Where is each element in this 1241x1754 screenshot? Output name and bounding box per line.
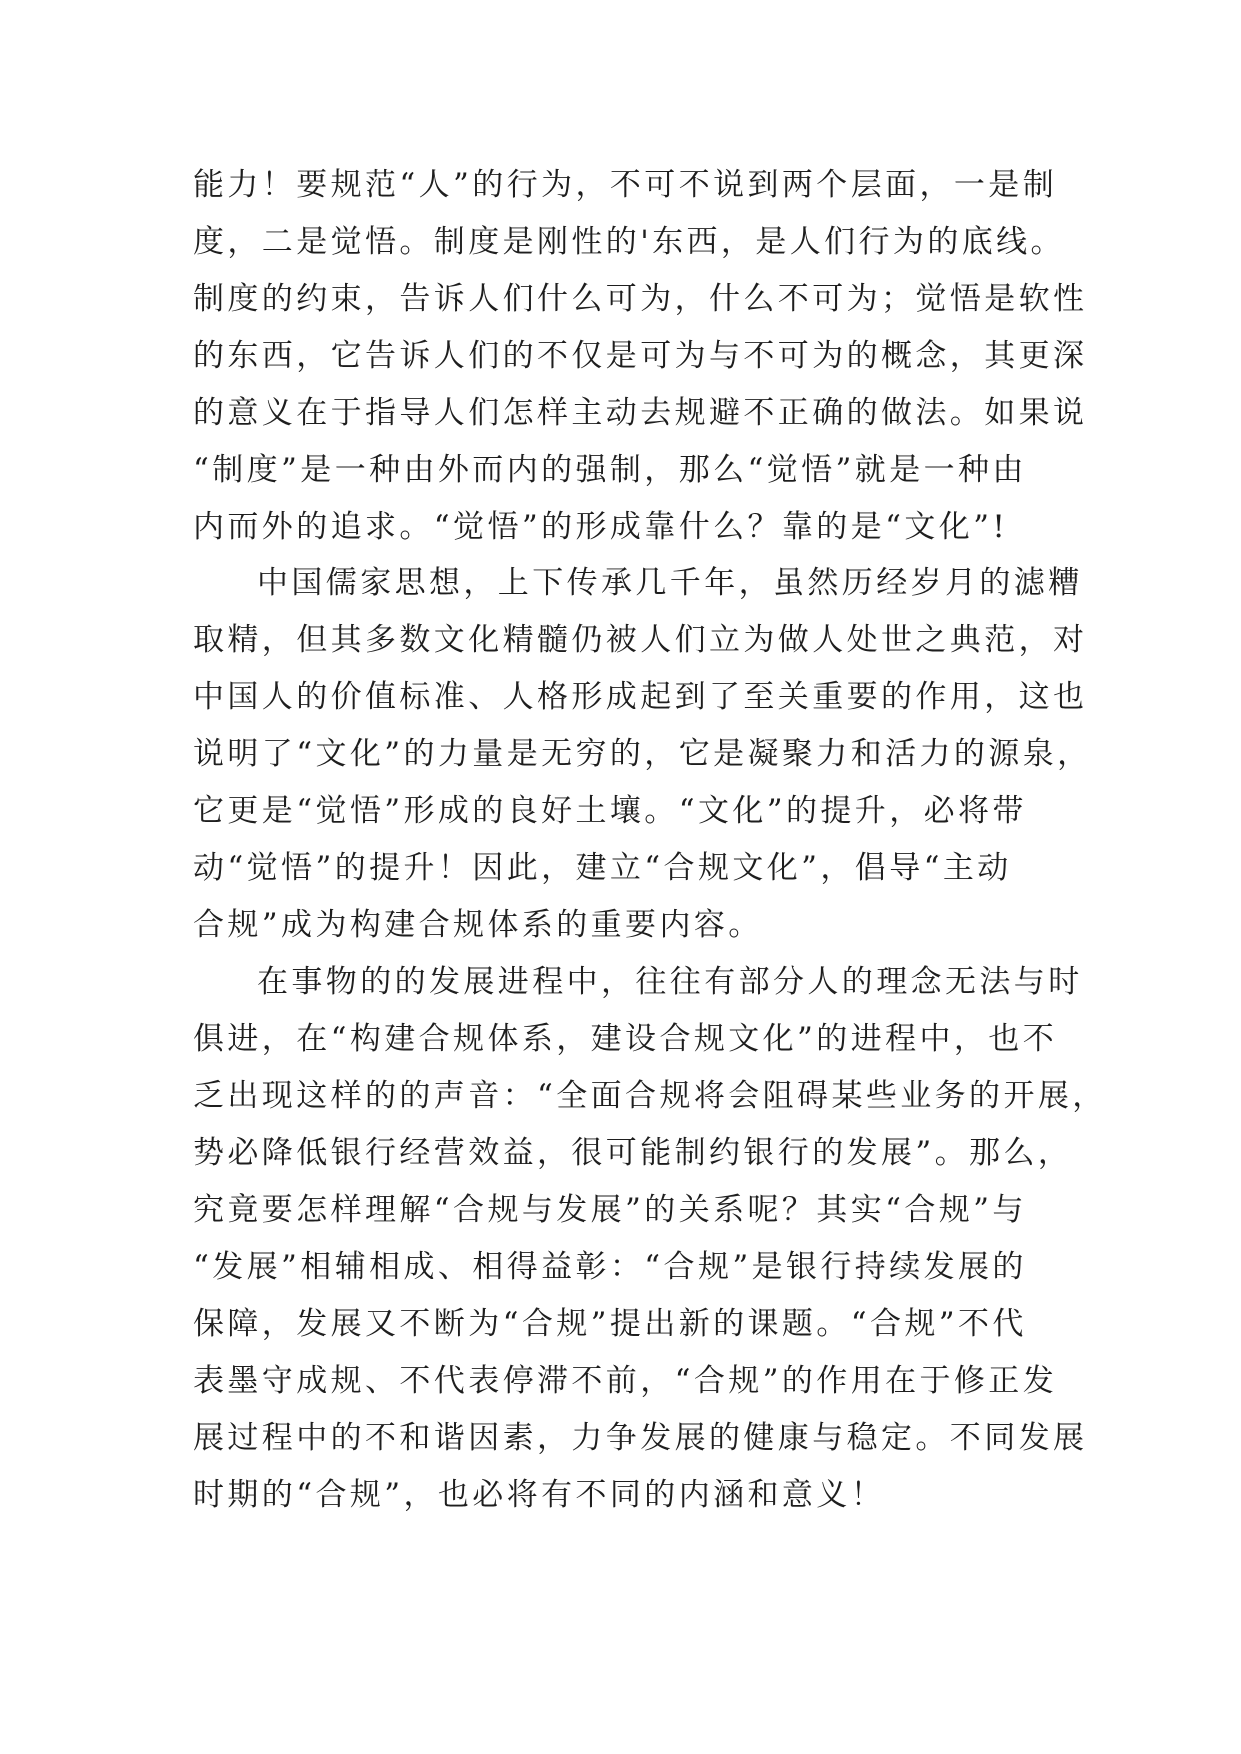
text-line: “制度”是一种由外而内的强制，那么“觉悟”就是一种由 xyxy=(193,452,1027,488)
text-line: 动“觉悟”的提升！因此，建立“合规文化”，倡导“主动 xyxy=(193,850,1012,886)
text-line: “发展”相辅相成、相得益彰：“合规”是银行持续发展的 xyxy=(193,1249,1027,1285)
text-line: 表墨守成规、不代表停滞不前，“合规”的作用在于修正发 xyxy=(193,1363,1058,1399)
text-line: 中国人的价值标准、人格形成起到了至关重要的作用，这也 xyxy=(193,679,1088,715)
text-line: 取精，但其多数文化精髓仍被人们立为做人处世之典范，对 xyxy=(193,622,1088,658)
text-line: 能力！要规范“人”的行为，不可不说到两个层面，一是制 xyxy=(193,167,1058,203)
text-line: 保障，发展又不断为“合规”提出新的课题。“合规”不代 xyxy=(193,1306,1027,1342)
text-line: 的东西，它告诉人们的不仅是可为与不可为的概念，其更深 xyxy=(193,338,1088,374)
text-line: 说明了“文化”的力量是无穷的，它是凝聚力和活力的源泉， xyxy=(193,736,1092,772)
text-line: 势必降低银行经营效益，很可能制约银行的发展”。那么， xyxy=(193,1135,1073,1171)
text-line: 度，二是觉悟。制度是刚性的'东西，是人们行为的底线。 xyxy=(193,224,1065,260)
text-line: 中国儒家思想，上下传承几千年，虽然历经岁月的滤糟 xyxy=(257,565,1083,601)
text-line: 内而外的追求。“觉悟”的形成靠什么？靠的是“文化”! xyxy=(193,509,1009,545)
text-line: 的意义在于指导人们怎样主动去规避不正确的做法。如果说 xyxy=(193,395,1088,431)
text-line: 合规”成为构建合规体系的重要内容。 xyxy=(193,907,763,943)
text-line: 它更是“觉悟”形成的良好土壤。“文化”的提升，必将带 xyxy=(193,793,1027,829)
text-line: 在事物的的发展进程中，往往有部分人的理念无法与时 xyxy=(257,964,1083,1000)
text-line: 俱进，在“构建合规体系，建设合规文化”的进程中，也不 xyxy=(193,1021,1058,1057)
text-line: 时期的“合规”，也必将有不同的内涵和意义！ xyxy=(193,1477,886,1513)
text-line: 展过程中的不和谐因素，力争发展的健康与稳定。不同发展 xyxy=(193,1420,1088,1456)
text-line: 制度的约束，告诉人们什么可为，什么不可为；觉悟是软性 xyxy=(193,281,1088,317)
text-line: 乏出现这样的的声音：“全面合规将会阻碍某些业务的开展， xyxy=(193,1078,1107,1114)
text-line: 究竟要怎样理解“合规与发展”的关系呢？其实“合规”与 xyxy=(193,1192,1027,1228)
